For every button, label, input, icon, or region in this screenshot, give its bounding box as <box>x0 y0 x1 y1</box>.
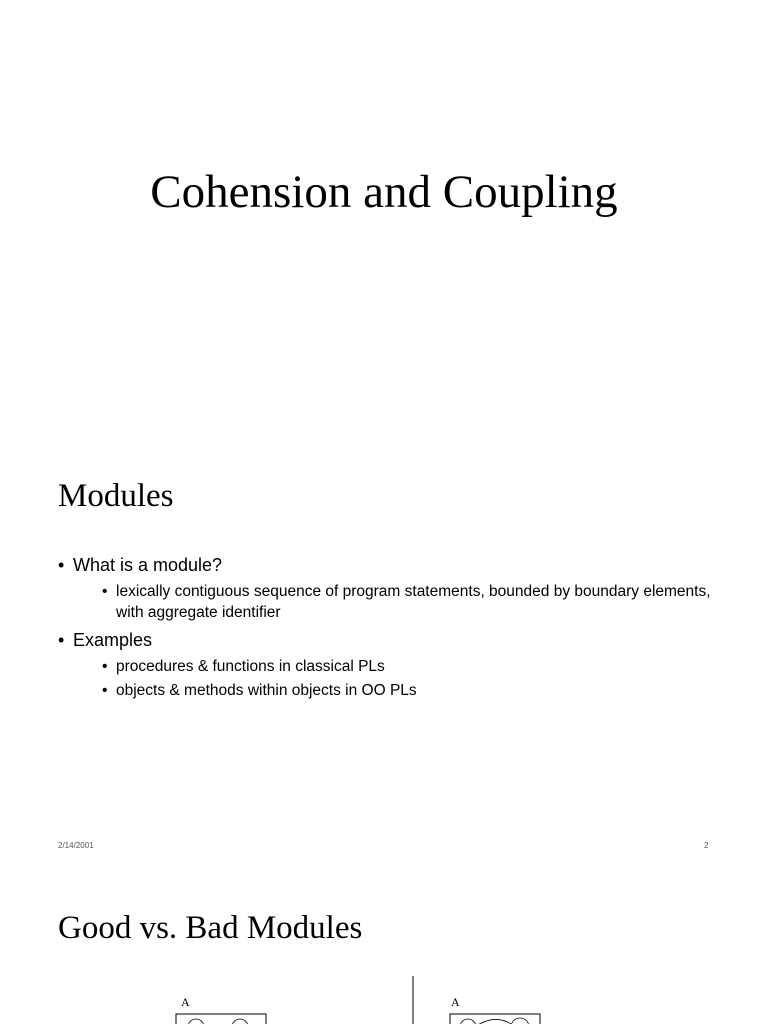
left-node <box>232 1019 248 1024</box>
sub-bullet-item: • lexically contiguous sequence of program statements, bounded by boundary elements, with aggregate identifier <box>73 581 718 623</box>
slide-modules <box>0 432 768 864</box>
right-connector <box>476 1019 511 1024</box>
footer-date: 2/14/2001 <box>58 841 94 850</box>
sub-bullet-list <box>73 656 718 701</box>
slide-heading: Modules <box>58 478 174 514</box>
right-node <box>460 1019 476 1024</box>
slide-title-text: Cohension and Coupling <box>150 166 618 218</box>
slide-heading: Good vs. Bad Modules <box>58 910 363 946</box>
sub-bullet-list <box>73 581 718 623</box>
page-number: 2 <box>704 841 709 850</box>
slide-title <box>0 0 768 432</box>
slide-good-vs-bad <box>0 864 768 1024</box>
bullet-item <box>58 552 718 623</box>
left-node <box>188 1019 204 1024</box>
bullet-text: Examples <box>73 630 153 650</box>
sub-bullet-item: • objects & methods within objects in OO PLs <box>73 680 718 701</box>
bullet-text: What is a module? <box>73 555 223 575</box>
right-node <box>511 1018 529 1024</box>
left-module-label: A <box>181 995 190 1009</box>
right-module-label: A <box>451 995 460 1009</box>
module-diagram <box>0 864 768 1024</box>
bullet-item <box>58 627 718 701</box>
right-module-box <box>450 1014 540 1024</box>
bullet-list <box>58 548 718 701</box>
sub-bullet-item: • procedures & functions in classical PLs <box>73 656 718 677</box>
